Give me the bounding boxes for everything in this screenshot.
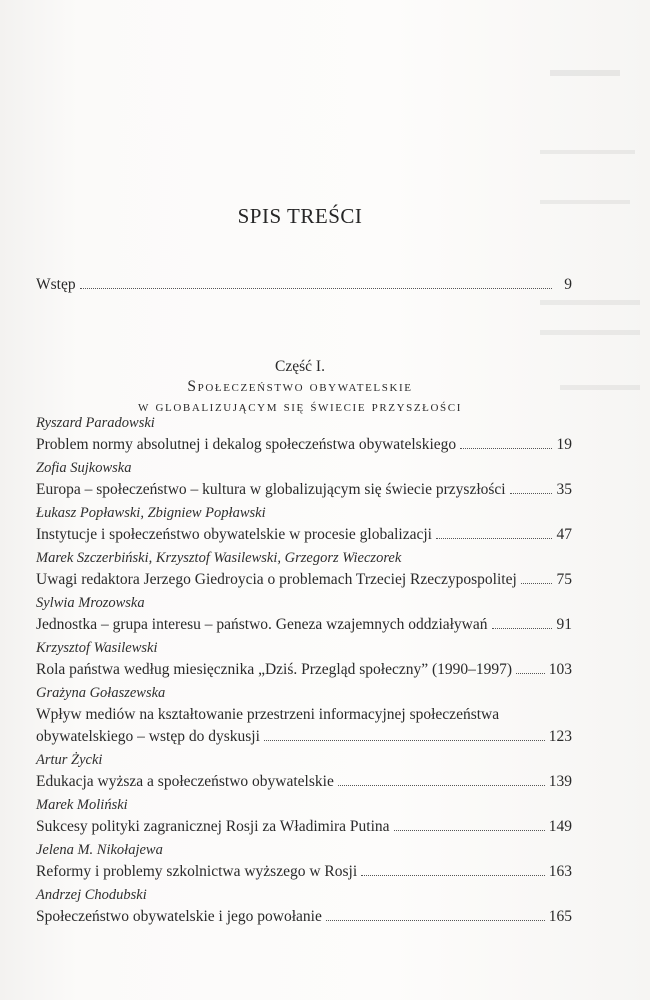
entry-author: Zofia Sujkowska [36, 460, 132, 476]
dot-leader [521, 583, 552, 584]
toc-entry[interactable] [36, 412, 572, 456]
part-title-line-2: w globalizującym się świecie przyszłości [138, 398, 462, 415]
entry-author: Marek Moliński [36, 797, 128, 813]
page-number: 9 [564, 276, 572, 293]
page-number: 91 [556, 616, 572, 633]
dot-leader [510, 493, 552, 494]
entry-author: Marek Szczerbiński, Krzysztof Wasilewski, Grzegorz Wieczorek [36, 550, 402, 566]
entry-title-line-2: obywatelskiego – wstęp do dyskusji [36, 728, 260, 745]
page-number: 163 [548, 863, 572, 880]
dot-leader [80, 288, 552, 289]
entry-author: Grażyna Gołaszewska [36, 685, 166, 701]
part-label: Część I. [275, 358, 325, 375]
entry-title: Instytucje i społeczeństwo obywatelskie w procesie globalizacji [36, 526, 432, 543]
toc-entry[interactable] [36, 547, 572, 591]
toc-entry[interactable] [36, 592, 572, 636]
dot-leader [326, 920, 545, 921]
entry-title: Europa – społeczeństwo – kultura w globalizującym się świecie przyszłości [36, 481, 506, 498]
dot-leader [394, 830, 545, 831]
page-number: 103 [548, 661, 572, 678]
dot-leader [460, 448, 552, 449]
entry-author: Jelena M. Nikołajewa [36, 842, 163, 858]
page-number: 75 [556, 571, 572, 588]
entry-author: Andrzej Chodubski [36, 887, 147, 903]
entry-author: Krzysztof Wasilewski [36, 640, 158, 656]
toc-intro-entry[interactable] [36, 274, 572, 296]
entry-title-line-1: Wpływ mediów na kształtowanie przestrzeni informacyjnej społeczeństwa [36, 706, 500, 723]
dot-leader [516, 673, 545, 674]
toc-entry[interactable] [36, 457, 572, 501]
entry-author: Sylwia Mrozowska [36, 595, 145, 611]
toc-entry[interactable] [36, 682, 572, 748]
toc-entry[interactable] [36, 749, 572, 793]
page-number: 47 [556, 526, 572, 543]
page-number: 165 [548, 908, 572, 925]
page-number: 139 [548, 773, 572, 790]
entry-title: Jednostka – grupa interesu – państwo. Geneza wzajemnych oddziaływań [36, 616, 488, 633]
page-number: 123 [548, 728, 572, 745]
entry-title: Reformy i problemy szkolnictwa wyższego w Rosji [36, 863, 358, 880]
entry-title: Uwagi redaktora Jerzego Giedroycia o problemach Trzeciej Rzeczypospolitej [36, 571, 517, 588]
page-number: 149 [548, 818, 572, 835]
page-title: SPIS TREŚCI [237, 204, 363, 228]
entry-title: Rola państwa według miesięcznika „Dziś. Przegląd społeczny” (1990–1997) [36, 661, 513, 678]
entry-title: Problem normy absolutnej i dekalog społeczeństwa obywatelskiego [36, 436, 457, 453]
dot-leader [338, 785, 545, 786]
entry-title: Wstęp [36, 276, 76, 293]
page-number: 35 [556, 481, 572, 498]
entry-author: Łukasz Popławski, Zbigniew Popławski [36, 505, 266, 521]
page-number: 19 [556, 436, 572, 453]
dot-leader [264, 740, 545, 741]
dot-leader [436, 538, 552, 539]
toc-entry[interactable] [36, 502, 572, 546]
entry-title: Społeczeństwo obywatelskie i jego powołanie [36, 908, 322, 925]
dot-leader [492, 628, 552, 629]
toc-entries [36, 412, 572, 929]
entry-author: Ryszard Paradowski [36, 415, 155, 431]
entry-title: Edukacja wyższa a społeczeństwo obywatelskie [36, 773, 334, 790]
toc-entry[interactable] [36, 884, 572, 928]
toc-entry[interactable] [36, 637, 572, 681]
dot-leader [361, 875, 545, 876]
toc-entry[interactable] [36, 839, 572, 883]
entry-title: Sukcesy polityki zagranicznej Rosji za Władimira Putina [36, 818, 390, 835]
part-title-line-1: Społeczeństwo obywatelskie [187, 378, 413, 395]
entry-author: Artur Życki [36, 752, 103, 768]
part-heading [0, 357, 600, 417]
toc-entry[interactable] [36, 794, 572, 838]
